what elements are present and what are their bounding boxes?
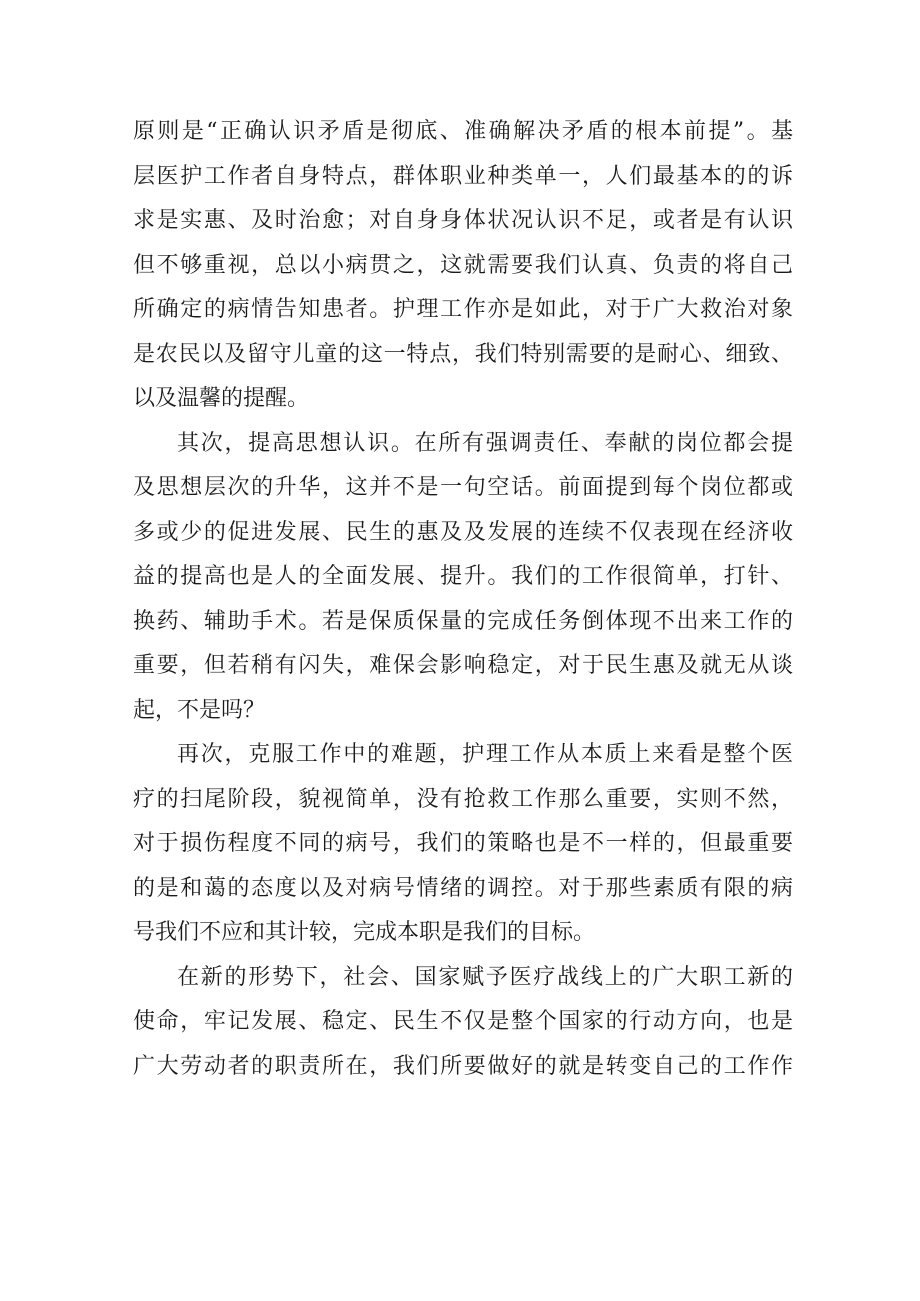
text-line: 的是和蔼的态度以及对病号情绪的调控。对于那些素质有限的病 xyxy=(133,875,793,901)
text-line: 原则是“正确认识矛盾是彻底、准确解决矛盾的根本前提”。基 xyxy=(133,119,793,144)
text-line: 重要，但若稍有闪失，难保会影响稳定，对于民生惠及就无从谈 xyxy=(133,653,793,678)
text-line: 多或少的促进发展、民生的惠及及发展的连续不仅表现在经济收 xyxy=(133,519,793,545)
paragraph-first-line: 在新的形势下，社会、国家赋予医疗战线上的广大职工新的 xyxy=(177,964,793,990)
text-line: 益的提高也是人的全面发展、提升。我们的工作很简单，打针、 xyxy=(133,564,793,589)
text-line: 但不够重视，总以小病贯之，这就需要我们认真、负责的将自己 xyxy=(133,252,793,278)
paragraph-first-line: 其次，提高思想认识。在所有强调责任、奉献的岗位都会提 xyxy=(177,430,793,456)
paragraph-first-line: 再次，克服工作中的难题，护理工作从本质上来看是整个医 xyxy=(177,742,793,767)
text-line: 所确定的病情告知患者。护理工作亦是如此，对于广大救治对象 xyxy=(133,297,793,322)
text-line: 以及温馨的提醒。 xyxy=(133,386,310,411)
text-line: 及思想层次的升华，这并不是一句空话。前面提到每个岗位都或 xyxy=(133,475,793,500)
text-line: 是农民以及留守儿童的这一特点，我们特别需要的是耐心、细致、 xyxy=(133,341,793,367)
text-line: 求是实惠、及时治愈；对自身身体状况认识不足，或者是有认识 xyxy=(133,208,793,233)
text-line: 对于损伤程度不同的病号，我们的策略也是不一样的，但最重要 xyxy=(133,831,793,856)
text-line: 号我们不应和其计较，完成本职是我们的目标。 xyxy=(133,920,596,945)
text-line: 广大劳动者的职责所在，我们所要做好的就是转变自己的工作作 xyxy=(133,1053,793,1079)
text-line: 起，不是吗？ xyxy=(133,697,266,723)
text-line: 使命，牢记发展、稳定、民生不仅是整个国家的行动方向，也是 xyxy=(133,1009,793,1034)
text-line: 疗的扫尾阶段，貌视简单，没有抢救工作那么重要，实则不然， xyxy=(133,786,793,812)
document-body xyxy=(133,110,793,1089)
text-line: 换药、辅助手术。若是保质保量的完成任务倒体现不出来工作的 xyxy=(133,608,793,634)
text-line: 层医护工作者自身特点，群体职业种类单一，人们最基本的的诉 xyxy=(133,163,793,189)
